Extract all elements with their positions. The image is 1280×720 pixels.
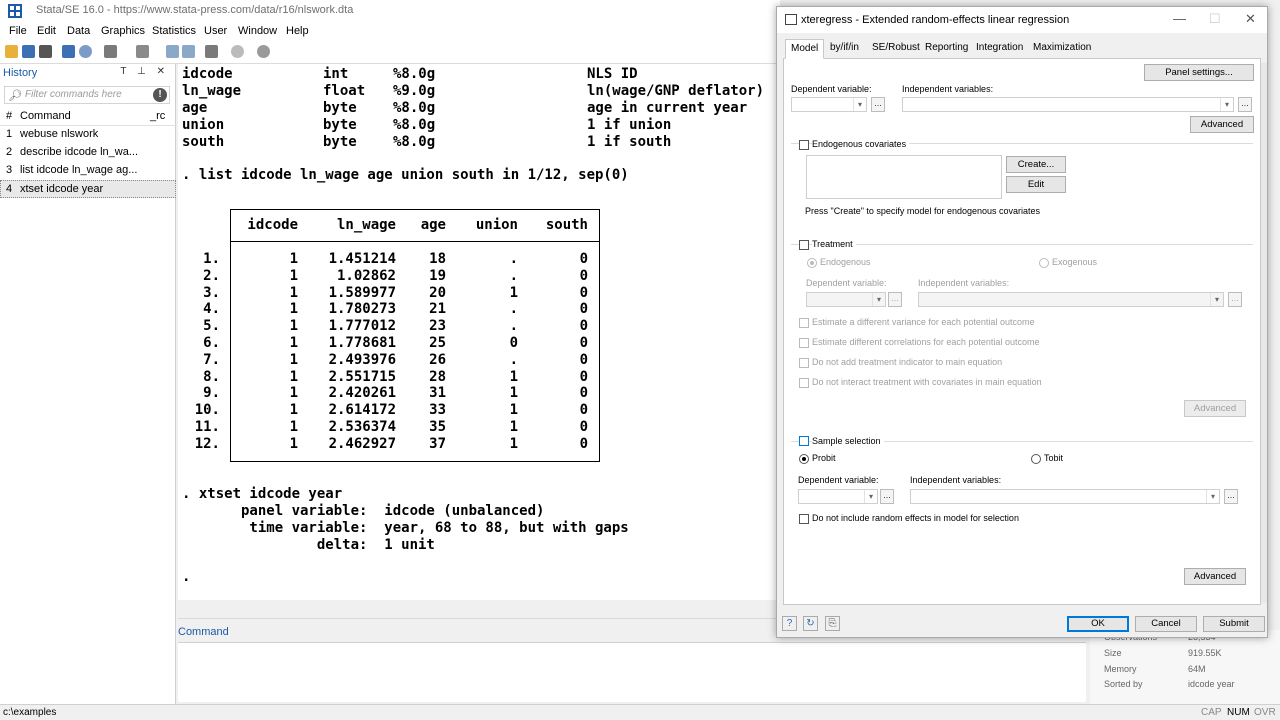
ok-button[interactable]: OK [1067, 616, 1129, 632]
list-cell-age: 23 [429, 318, 446, 335]
window-title: Stata/SE 16.0 - https://www.stata-press.com/data/r16/nlswork.dta [36, 4, 354, 16]
list-cell-union: 1 [509, 402, 518, 419]
list-cell-union: 1 [509, 385, 518, 402]
xtset-output-line: time variable: year, 68 to 88, but with gaps [182, 520, 629, 536]
panel-settings-button[interactable]: Panel settings... [1144, 64, 1254, 81]
list-cell-idcode: 1 [289, 251, 298, 267]
tab-integration[interactable]: Integration [976, 42, 1024, 53]
no-re-selection-label: Do not include random effects in model for selection [812, 513, 1019, 523]
list-row-number: 10. [194, 402, 220, 419]
dependent-variable-combo[interactable] [791, 97, 867, 112]
list-cell-union: . [509, 251, 518, 267]
reset-icon[interactable]: ↻ [803, 616, 818, 631]
var-label: 1 if union [587, 117, 672, 133]
var-name: age [182, 100, 208, 116]
list-cell-south: 0 [579, 402, 588, 419]
list-cell-idcode: 1 [289, 385, 298, 402]
list-cell-idcode: 1 [289, 335, 298, 351]
list-header-separator [231, 241, 599, 242]
var-format: %8.0g [393, 100, 436, 116]
stata-app-icon [8, 4, 22, 18]
list-cell-south: 0 [579, 301, 588, 318]
treatment-dependent-browse-button: ... [888, 292, 902, 307]
list-row-number: 11. [194, 419, 220, 435]
list-cell-age: 33 [429, 402, 446, 419]
sample-selection-label: Sample selection [812, 436, 884, 446]
var-format: %8.0g [393, 117, 436, 133]
dialog-scrollbar[interactable] [1261, 63, 1267, 603]
list-cell-ln-wage: 2.493976 [328, 351, 396, 368]
treat-opt-label: Do not add treatment indicator to main equation [812, 357, 1003, 367]
open-icon[interactable] [5, 45, 18, 58]
history-item-selected[interactable] [0, 180, 176, 198]
list-row-number: 3. [203, 284, 220, 301]
list-command: . list idcode ln_wage age union south in 1/12, sep(0) [182, 167, 629, 183]
dialog-title-bar [777, 7, 1267, 33]
command-input[interactable] [178, 642, 1086, 702]
list-cell-age: 37 [429, 435, 446, 452]
sample-selection-checkbox[interactable] [799, 436, 809, 446]
data-browser-icon[interactable] [182, 45, 195, 58]
list-cell-south: 0 [579, 284, 588, 301]
list-cell-idcode: 1 [289, 301, 298, 318]
var-name: south [182, 134, 225, 150]
dialog-icon [785, 14, 797, 25]
print-icon[interactable] [39, 45, 52, 58]
list-cell-ln-wage: 2.462927 [328, 435, 396, 452]
chevron-down-icon: ▾ [853, 98, 866, 111]
dialog-title: xteregress - Extended random-effects linear regression [801, 14, 1070, 26]
xtset-output-line: delta: 1 unit [182, 537, 435, 553]
list-cell-ln-wage: 2.614172 [328, 402, 396, 419]
list-cell-union: . [509, 301, 518, 318]
treat-opt-checkbox [799, 338, 809, 348]
list-cell-union: 1 [509, 284, 518, 301]
list-cell-age: 19 [429, 267, 446, 284]
var-name: ln_wage [182, 83, 242, 99]
prop-label: Sorted by [1104, 679, 1143, 689]
num-indicator: NUM [1227, 707, 1250, 718]
help-icon[interactable]: ? [782, 616, 797, 631]
exogenous-radio [1039, 258, 1049, 268]
xteregress-dialog [776, 6, 1268, 638]
list-header: age [420, 217, 446, 233]
list-cell-idcode: 1 [289, 318, 298, 335]
list-cell-south: 0 [579, 351, 588, 368]
list-cell-idcode: 1 [289, 368, 298, 385]
ovr-indicator: OVR [1254, 707, 1276, 718]
probit-radio-label: Probit [812, 453, 836, 463]
list-cell-south: 0 [579, 267, 588, 284]
history-item-num: 1 [6, 128, 13, 140]
list-cell-age: 21 [429, 301, 446, 318]
treat-opt-label: Do not interact treatment with covariates in main equation [812, 377, 1042, 387]
list-cell-union: 1 [509, 368, 518, 385]
list-cell-union: . [509, 267, 518, 284]
menu-bar [0, 22, 780, 40]
list-cell-south: 0 [579, 435, 588, 452]
treatment-advanced-button: Advanced [1184, 400, 1246, 417]
treatment-independent-combo [918, 292, 1224, 307]
copy-icon[interactable]: ⎘ [825, 616, 840, 631]
list-cell-union: . [509, 351, 518, 368]
history-item-command: xtset idcode year [20, 183, 104, 195]
history-col-rc[interactable]: _rc [150, 110, 166, 122]
pane-controls-icon[interactable]: T ⊥ ✕ [120, 66, 169, 77]
selection-dependent-label: Dependent variable: [798, 475, 879, 485]
list-cell-union: 0 [509, 335, 518, 351]
command-pane-title: Command [178, 626, 229, 638]
list-cell-age: 20 [429, 284, 446, 301]
prop-value: idcode year [1188, 679, 1235, 689]
chevron-down-icon: ▾ [864, 490, 877, 503]
more-icon[interactable] [231, 45, 244, 58]
list-header: idcode [247, 217, 298, 233]
endogenous-covariates-list[interactable] [806, 155, 1002, 199]
treatment-dependent-combo [806, 292, 886, 307]
exogenous-radio-label: Exogenous [1052, 257, 1098, 267]
endogenous-covariates-label: Endogenous covariates [812, 139, 909, 149]
list-cell-ln-wage: 1.777012 [328, 318, 396, 335]
list-row-number: 9. [203, 385, 220, 402]
list-cell-idcode: 1 [289, 351, 298, 368]
list-cell-ln-wage: 1.778681 [328, 335, 396, 351]
properties-pane [1090, 630, 1280, 704]
endogenous-hint: Press "Create" to specify model for endogenous covariates [805, 206, 1041, 216]
edit-button[interactable]: Edit [1006, 176, 1066, 193]
list-header: south [545, 217, 588, 233]
menu-file[interactable]: File [9, 25, 27, 37]
history-filter-input[interactable] [4, 86, 170, 104]
do-file-editor-icon[interactable] [136, 45, 149, 58]
list-row-number: 8. [203, 368, 220, 385]
independent-variables-label: Independent variables: [902, 84, 994, 94]
var-label: NLS ID [587, 66, 638, 82]
no-re-selection-checkbox[interactable] [799, 514, 809, 524]
tab-by-if-in[interactable]: by/if/in [830, 42, 859, 53]
list-row-number: 4. [203, 301, 220, 318]
history-item[interactable] [0, 126, 176, 144]
endogenous-radio [807, 258, 817, 268]
list-cell-union: 1 [509, 419, 518, 435]
list-cell-ln-wage: 2.536374 [328, 419, 396, 435]
menu-data[interactable]: Data [67, 25, 91, 37]
list-cell-south: 0 [579, 419, 588, 435]
treatment-group-rule [791, 244, 1253, 245]
list-cell-ln-wage: 2.420261 [328, 385, 396, 402]
dependent-variable-label: Dependent variable: [791, 84, 872, 94]
list-row-number: 2. [203, 267, 220, 284]
treat-opt-label: Estimate different correlations for each potential outcome [812, 337, 1040, 347]
log-icon[interactable] [62, 45, 75, 58]
history-title: History [3, 67, 38, 79]
history-col-num[interactable]: # [6, 110, 13, 122]
endogenous-covariates-checkbox[interactable] [799, 140, 809, 150]
independent-variables-combo[interactable] [902, 97, 1234, 112]
history-item-num: 3 [6, 164, 13, 176]
cancel-button[interactable]: Cancel [1135, 616, 1197, 632]
list-cell-age: 31 [429, 385, 446, 402]
var-type: float [323, 83, 366, 99]
tobit-radio[interactable] [1031, 454, 1041, 464]
xtset-output-line: panel variable: idcode (unbalanced) [182, 503, 545, 519]
tobit-radio-label: Tobit [1044, 453, 1064, 463]
data-editor-icon[interactable] [166, 45, 179, 58]
var-type: byte [323, 100, 357, 116]
menu-graphics[interactable]: Graphics [101, 25, 146, 37]
tab-se-robust[interactable]: SE/Robust [872, 42, 920, 53]
list-header: ln_wage [336, 217, 396, 233]
maximize-icon: ☐ [1209, 11, 1221, 26]
list-cell-idcode: 1 [289, 402, 298, 419]
var-type: byte [323, 117, 357, 133]
main-title-bar [0, 0, 780, 22]
chevron-down-icon: ▾ [1220, 98, 1233, 111]
create-button[interactable]: Create... [1006, 156, 1066, 173]
search-icon: 🔎︎ [8, 90, 22, 102]
prop-label: Size [1104, 648, 1122, 658]
chevron-down-icon: ▾ [1206, 490, 1219, 503]
tab-maximization[interactable]: Maximization [1033, 42, 1092, 53]
list-cell-age: 26 [429, 351, 446, 368]
var-format: %9.0g [393, 83, 436, 99]
treatment-checkbox[interactable] [799, 240, 809, 250]
endogenous-radio-label: Endogenous [820, 257, 871, 267]
tab-reporting[interactable]: Reporting [925, 42, 969, 53]
treat-opt-label: Estimate a different variance for each potential outcome [812, 317, 1035, 327]
submit-button[interactable]: Submit [1203, 616, 1265, 632]
history-item-command: webuse nlswork [20, 128, 99, 140]
list-cell-idcode: 1 [289, 267, 298, 284]
list-row-number: 6. [203, 335, 220, 351]
list-cell-union: 1 [509, 435, 518, 452]
list-cell-south: 0 [579, 368, 588, 385]
treatment-dependent-label: Dependent variable: [806, 278, 887, 288]
list-row-number: 1. [203, 251, 220, 267]
toolbar [0, 40, 780, 64]
variables-manager-icon[interactable] [205, 45, 218, 58]
selection-advanced-button[interactable]: Advanced [1184, 568, 1246, 585]
list-cell-union: . [509, 318, 518, 335]
list-cell-age: 35 [429, 419, 446, 435]
history-item[interactable] [0, 162, 176, 180]
independent-variables-browse-button[interactable]: ... [1238, 97, 1252, 112]
var-label: age in current year [587, 100, 748, 116]
selection-independent-label: Independent variables: [910, 475, 1002, 485]
list-row-number: 7. [203, 351, 220, 368]
close-icon[interactable]: ✕ [1245, 11, 1256, 26]
selection-dependent-combo[interactable] [798, 489, 878, 504]
list-cell-age: 18 [429, 251, 446, 267]
list-cell-idcode: 1 [289, 284, 298, 301]
selection-dependent-browse-button[interactable]: ... [880, 489, 894, 504]
list-cell-ln-wage: 1.02862 [336, 267, 396, 284]
history-item[interactable] [0, 144, 176, 162]
var-name: union [182, 117, 225, 133]
selection-independent-combo[interactable] [910, 489, 1220, 504]
history-item-command: list idcode ln_wage ag... [20, 164, 138, 176]
list-cell-idcode: 1 [289, 435, 298, 452]
var-name: idcode [182, 66, 233, 82]
list-cell-ln-wage: 1.589977 [328, 284, 396, 301]
working-directory: c:\examples [3, 707, 57, 718]
cap-indicator: CAP [1201, 707, 1222, 718]
prop-label: Memory [1104, 664, 1137, 674]
dialog-tabs [783, 39, 1261, 59]
prop-value: 64M [1188, 664, 1206, 674]
break-icon[interactable] [257, 45, 270, 58]
results-pane [178, 64, 778, 600]
treatment-label: Treatment [812, 239, 856, 249]
var-label: 1 if south [587, 134, 672, 150]
list-header: union [475, 217, 518, 233]
list-cell-south: 0 [579, 318, 588, 335]
graph-icon[interactable] [104, 45, 117, 58]
history-item-num: 4 [6, 183, 13, 195]
minimize-icon[interactable]: — [1173, 11, 1186, 26]
list-cell-ln-wage: 1.780273 [328, 301, 396, 318]
list-cell-south: 0 [579, 385, 588, 402]
list-row-number: 12. [194, 435, 220, 452]
var-format: %8.0g [393, 134, 436, 150]
dependent-variable-browse-button[interactable]: ... [871, 97, 885, 112]
save-icon[interactable] [22, 45, 35, 58]
menu-user[interactable]: User [204, 25, 228, 37]
var-label: ln(wage/GNP deflator) [587, 83, 765, 99]
treatment-independent-browse-button: ... [1228, 292, 1242, 307]
info-icon[interactable]: ! [153, 88, 167, 102]
xtset-command: . xtset idcode year [182, 486, 343, 502]
chevron-down-icon: ▾ [872, 293, 885, 306]
treatment-independent-label: Independent variables: [918, 278, 1010, 288]
model-tab-pane [783, 59, 1261, 605]
menu-statistics[interactable]: Statistics [152, 25, 197, 37]
treat-opt-checkbox [799, 358, 809, 368]
right-pane-scroll-strip [1266, 64, 1280, 624]
viewer-icon[interactable] [79, 45, 92, 58]
var-type: int [323, 66, 349, 82]
treat-opt-checkbox [799, 378, 809, 388]
history-item-num: 2 [6, 146, 13, 158]
probit-radio[interactable] [799, 454, 809, 464]
history-col-command[interactable]: Command [20, 110, 71, 122]
list-cell-ln-wage: 1.451214 [328, 251, 396, 267]
list-cell-age: 28 [429, 368, 446, 385]
list-cell-ln-wage: 2.551715 [328, 368, 396, 385]
list-cell-south: 0 [579, 335, 588, 351]
history-pane [0, 64, 176, 704]
status-bar [0, 704, 1280, 720]
list-cell-age: 25 [429, 335, 446, 351]
main-advanced-button[interactable]: Advanced [1190, 116, 1254, 133]
menu-edit[interactable]: Edit [37, 25, 56, 37]
tab-model[interactable]: Model [785, 39, 824, 59]
menu-window[interactable]: Window [238, 25, 278, 37]
list-row-number: 5. [203, 318, 220, 335]
menu-help[interactable]: Help [286, 25, 309, 37]
results-prompt: . [182, 569, 191, 585]
list-cell-idcode: 1 [289, 419, 298, 435]
chevron-down-icon: ▾ [1210, 293, 1223, 306]
list-cell-south: 0 [579, 251, 588, 267]
var-format: %8.0g [393, 66, 436, 82]
treat-opt-checkbox [799, 318, 809, 328]
var-type: byte [323, 134, 357, 150]
history-filter-placeholder: Filter commands here [25, 89, 122, 100]
history-item-command: describe idcode ln_wa... [20, 146, 139, 158]
selection-independent-browse-button[interactable]: ... [1224, 489, 1238, 504]
prop-value: 919.55K [1188, 648, 1222, 658]
history-column-header [0, 108, 176, 126]
